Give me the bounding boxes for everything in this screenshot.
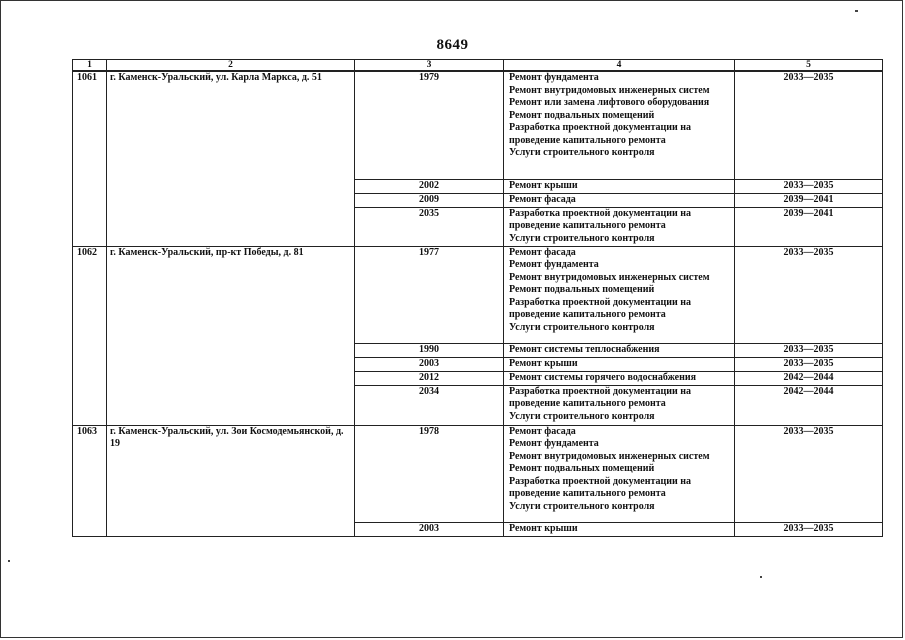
planned-period: 2033—2035 xyxy=(735,179,883,193)
table-row xyxy=(73,425,883,522)
repair-work-item: Разработка проектной документации на xyxy=(509,207,692,219)
column-header-4: 4 xyxy=(504,60,735,72)
last-repair-year: 1977 xyxy=(355,246,504,343)
last-repair-year: 1990 xyxy=(355,343,504,357)
repair-works xyxy=(504,425,735,522)
repair-work-item: Ремонт фундамента xyxy=(509,72,599,83)
last-repair-year: 2002 xyxy=(355,179,504,193)
planned-period: 2039—2041 xyxy=(735,207,883,246)
table-row xyxy=(73,246,883,343)
repair-work-item: Ремонт внутридомовых инженерных систем xyxy=(509,271,710,283)
repair-work-item: Ремонт фасада xyxy=(509,193,576,205)
repair-work-item: Ремонт фундамента xyxy=(509,259,599,270)
repair-work-item: Услуги строительного контроля xyxy=(509,321,655,333)
repair-work-item: Ремонт фундамента xyxy=(509,438,599,449)
last-repair-year: 2003 xyxy=(355,357,504,371)
repair-work-item: Разработка проектной документации на xyxy=(509,385,692,397)
repair-work-item: Услуги строительного контроля xyxy=(509,500,655,512)
repair-works xyxy=(504,522,735,536)
repair-work-item: Ремонт крыши xyxy=(509,357,578,369)
object-address: г. Каменск-Уральский, ул. Карла Маркса, д. 51 xyxy=(107,71,355,246)
repair-works xyxy=(504,343,735,357)
last-repair-year: 2035 xyxy=(355,207,504,246)
repair-works xyxy=(504,385,735,425)
repair-work-item: Ремонт или замена лифтового оборудования xyxy=(509,97,710,108)
repair-work-item: Ремонт системы теплоснабжения xyxy=(509,343,660,355)
planned-period: 2042—2044 xyxy=(735,385,883,425)
repair-work-item: Ремонт крыши xyxy=(509,522,578,534)
column-header-5: 5 xyxy=(735,60,883,72)
repair-work-item: Услуги строительного контроля xyxy=(509,232,655,244)
repair-work-item: Ремонт крыши xyxy=(509,179,578,191)
repair-work-item: проведение капитального ремонта xyxy=(509,488,666,499)
capital-repair-table xyxy=(72,59,883,537)
object-number: 1061 xyxy=(73,71,107,246)
object-number: 1063 xyxy=(73,425,107,536)
repair-work-item: Разработка проектной документации на xyxy=(509,122,692,133)
planned-period: 2033—2035 xyxy=(735,357,883,371)
repair-works xyxy=(504,207,735,246)
planned-period: 2033—2035 xyxy=(735,522,883,536)
repair-work-item: проведение капитального ремонта xyxy=(509,309,666,320)
object-number: 1062 xyxy=(73,246,107,425)
repair-work-item: Ремонт внутридомовых инженерных систем xyxy=(509,450,710,462)
repair-work-item: проведение капитального ремонта xyxy=(509,134,666,146)
repair-works xyxy=(504,193,735,207)
repair-work-item: проведение капитального ремонта xyxy=(509,220,666,231)
repair-work-item: Ремонт системы горячего водоснабжения xyxy=(509,371,697,383)
last-repair-year: 1979 xyxy=(355,71,504,179)
scan-speck xyxy=(8,560,10,562)
planned-period: 2042—2044 xyxy=(735,371,883,385)
repair-work-item: Разработка проектной документации на xyxy=(509,475,692,487)
repair-works xyxy=(504,179,735,193)
last-repair-year: 1978 xyxy=(355,425,504,522)
object-address: г. Каменск-Уральский, пр-кт Победы, д. 81 xyxy=(107,246,355,425)
planned-period: 2039—2041 xyxy=(735,193,883,207)
table-row xyxy=(73,71,883,179)
scan-speck xyxy=(855,10,858,12)
repair-work-item: Ремонт подвальных помещений xyxy=(509,463,655,474)
repair-works xyxy=(504,357,735,371)
page-number: 8649 xyxy=(436,37,469,53)
repair-work-item: Услуги строительного контроля xyxy=(509,147,655,158)
object-address: г. Каменск-Уральский, ул. Зои Космодемьянской, д. 19 xyxy=(107,425,355,536)
repair-work-item: Услуги строительного контроля xyxy=(509,410,655,422)
column-header-2: 2 xyxy=(107,60,355,72)
repair-work-item: проведение капитального ремонта xyxy=(509,398,666,409)
planned-period: 2033—2035 xyxy=(735,343,883,357)
repair-works xyxy=(504,371,735,385)
repair-work-item: Ремонт фасада xyxy=(509,425,576,437)
table-header xyxy=(73,60,883,72)
table-body xyxy=(73,71,883,536)
column-header-3: 3 xyxy=(355,60,504,72)
last-repair-year: 2009 xyxy=(355,193,504,207)
last-repair-year: 2003 xyxy=(355,522,504,536)
repair-work-item: Ремонт подвальных помещений xyxy=(509,284,655,295)
repair-work-item: Ремонт фасада xyxy=(509,246,576,258)
repair-work-item: Ремонт подвальных помещений xyxy=(509,109,655,121)
repair-work-item: Ремонт внутридомовых инженерных систем xyxy=(509,84,710,96)
scan-speck xyxy=(760,576,762,578)
planned-period: 2033—2035 xyxy=(735,425,883,522)
repair-works xyxy=(504,246,735,343)
last-repair-year: 2034 xyxy=(355,385,504,425)
repair-works xyxy=(504,71,735,179)
repair-work-item: Разработка проектной документации на xyxy=(509,296,692,308)
last-repair-year: 2012 xyxy=(355,371,504,385)
planned-period: 2033—2035 xyxy=(735,71,883,179)
planned-period: 2033—2035 xyxy=(735,246,883,343)
column-header-1: 1 xyxy=(73,60,107,72)
